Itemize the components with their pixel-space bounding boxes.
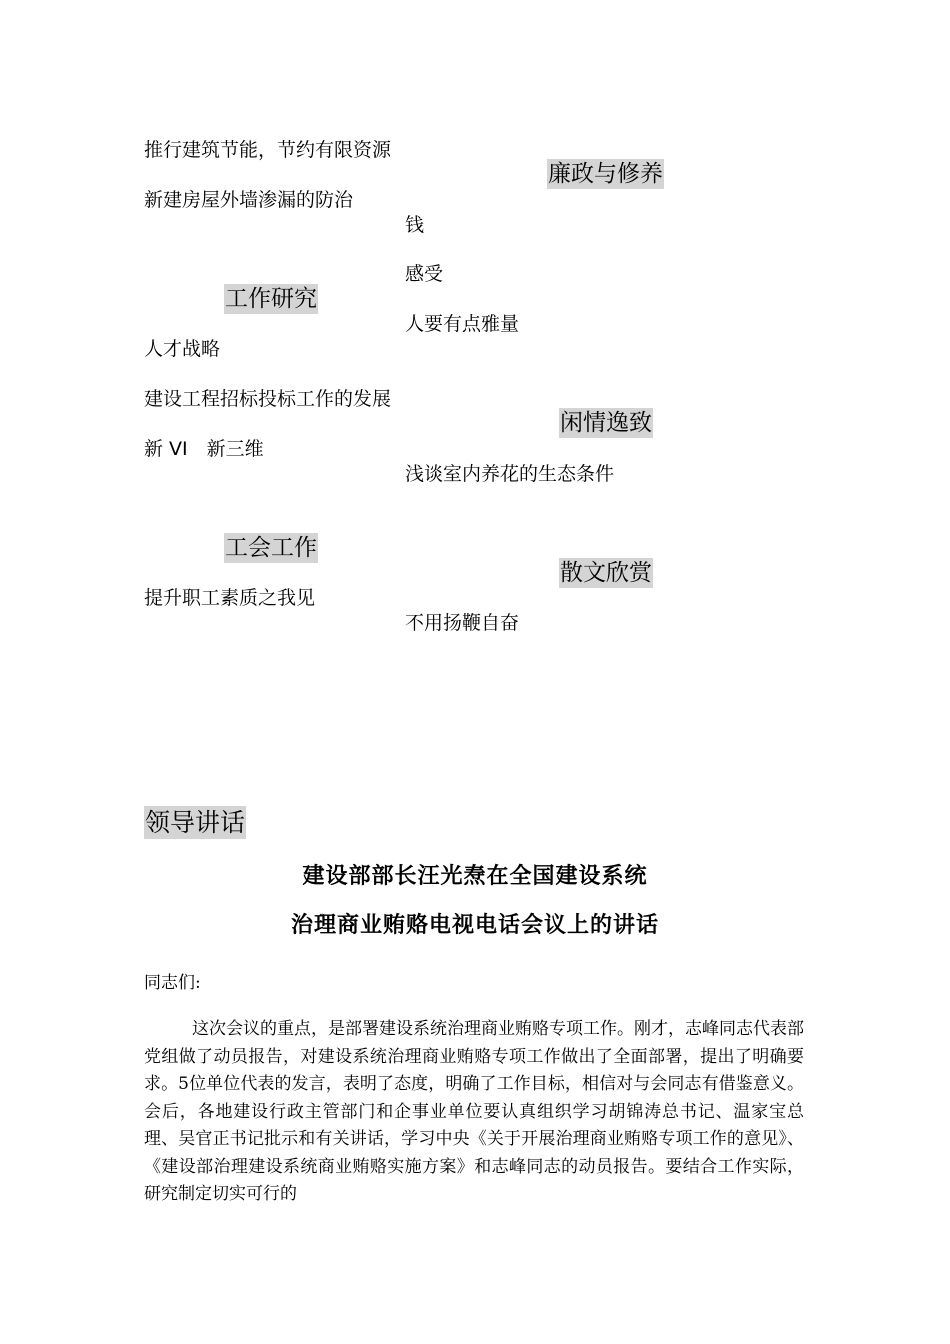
- toc-item-bidding-development: 建设工程招标投标工作的发展: [144, 388, 392, 410]
- toc-category-prose: 散文欣赏: [560, 560, 652, 586]
- toc-item-staff-quality: 提升职工素质之我见: [144, 587, 316, 609]
- article-title-line-1: 建设部部长汪光焘在全国建设系统: [302, 863, 648, 889]
- toc-item-money: 钱: [405, 214, 425, 236]
- toc-item-self-motivation: 不用扬鞭自奋: [405, 612, 520, 634]
- toc-item-feelings: 感受: [405, 263, 444, 285]
- article-title-line-2: 治理商业贿赂电视电话会议上的讲话: [290, 912, 659, 938]
- article-paragraph: 这次会议的重点，是部署建设系统治理商业贿赂专项工作。刚才，志峰同志代表部党组做了动员报告，对建设系统治理商业贿赂专项工作做出了全面部署，提出了明确要求。5位单位代表的发言，表明了态度，明确了工作目标，相信对与会同志有借鉴意义。会后，各地建设行政主管部门和企事业单位要认真组织学习胡锦涛总书记、温家宝总理、吴官正书记批示和有关讲话，学习中央《关于开展治理商业贿赂专项工作的意见》、《建设部治理建设系统商业贿赂实施方案》和志峰同志的动员报告。要结合工作实际，研究制定切实可行的: [144, 1019, 804, 1204]
- toc-item-new-vi: 新 VI 新三维: [144, 438, 264, 460]
- toc-item-building-energy-saving: 推行建筑节能，节约有限资源: [144, 139, 392, 161]
- toc-category-leisure: 闲情逸致: [560, 410, 652, 436]
- toc-item-indoor-flowers: 浅谈室内养花的生态条件: [405, 463, 615, 485]
- toc-item-magnanimity: 人要有点雅量: [405, 313, 520, 335]
- toc-item-talent-strategy: 人才战略: [144, 338, 221, 360]
- toc-category-union-work: 工会工作: [225, 535, 317, 561]
- toc-category-integrity: 廉政与修养: [548, 161, 663, 187]
- section-label: 领导讲话: [145, 808, 246, 837]
- toc-category-work-research: 工作研究: [225, 286, 317, 312]
- article-salutation: 同志们:: [144, 973, 201, 993]
- toc-item-exterior-wall-leakage: 新建房屋外墙渗漏的防治: [144, 189, 354, 211]
